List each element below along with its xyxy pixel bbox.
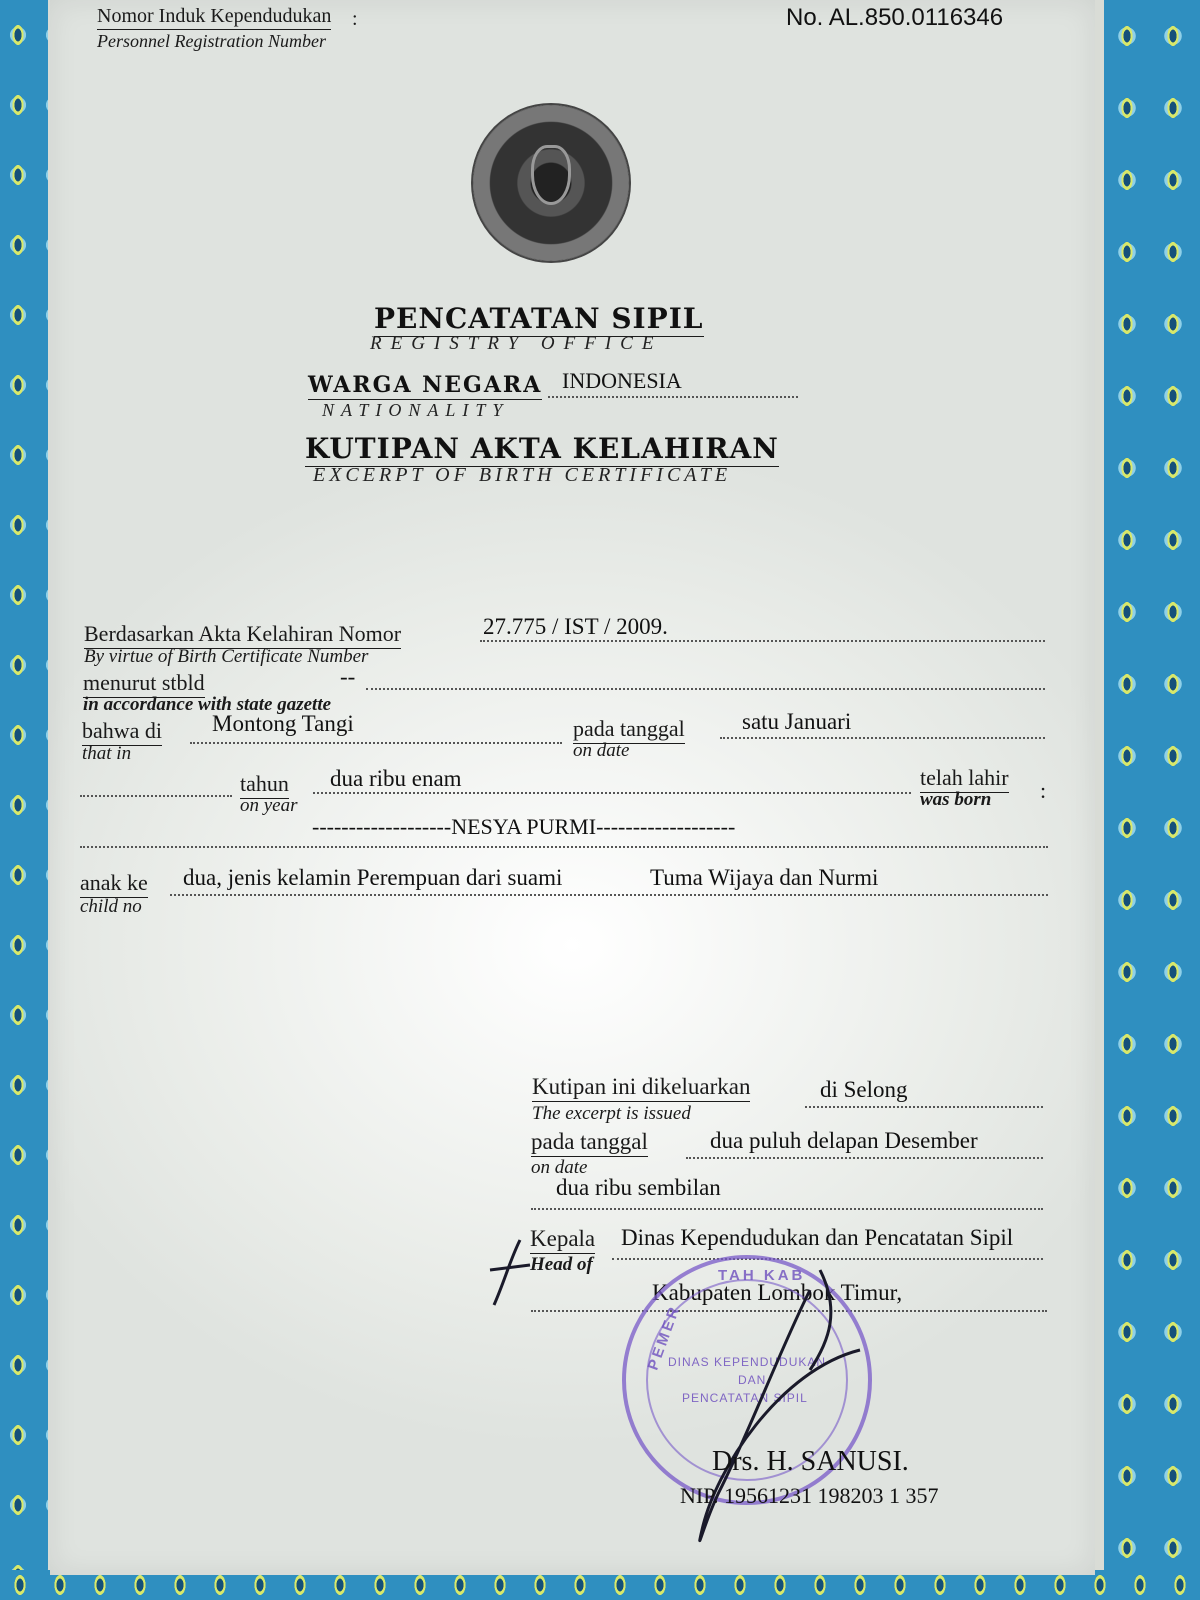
registry-office-title: PENCATATAN SIPIL xyxy=(374,302,704,335)
stamp-ring-top-text: TAH KAB xyxy=(718,1267,806,1284)
issue-date-value: dua puluh delapan Desember xyxy=(710,1128,978,1153)
issue-year-dotted-line xyxy=(531,1208,1043,1210)
head-of-sublabel: Head of xyxy=(530,1254,593,1275)
nik-colon: : xyxy=(352,8,358,30)
nationality-label: WARGA NEGARA xyxy=(308,372,543,398)
issued-place-dotted-line xyxy=(805,1106,1043,1108)
left-border-pattern xyxy=(0,0,48,1600)
birth-year-value: dua ribu enam xyxy=(330,766,462,791)
signature-icon xyxy=(480,1230,903,1570)
stbld-label: menurut stbld xyxy=(83,670,205,698)
nationality-value: INDONESIA xyxy=(562,368,682,393)
stamp-line-1: DINAS KEPENDUDUKAN xyxy=(668,1355,827,1369)
issue-date-sublabel: on date xyxy=(531,1157,588,1178)
birth-year-sublabel: on year xyxy=(240,795,298,816)
head-of-label: Kepala xyxy=(530,1226,595,1254)
birth-year-label: tahun xyxy=(240,771,289,799)
birth-year-dotted-line xyxy=(313,792,911,794)
region-value: Kabupaten Lombok Timur, xyxy=(652,1280,903,1305)
birth-date-value: satu Januari xyxy=(742,709,852,734)
garuda-emblem-icon xyxy=(473,105,629,261)
child-name-value: -------------------NESYA PURMI------------------- xyxy=(312,814,736,839)
born-label: telah lahir xyxy=(920,765,1009,793)
stamp-line-2: DAN xyxy=(738,1373,767,1387)
head-of-value: Dinas Kependudukan dan Pencatatan Sipil xyxy=(621,1225,1014,1250)
stamp-line-3: PENCATATAN SIPIL xyxy=(682,1391,808,1405)
nationality-dotted-line xyxy=(548,396,798,398)
official-name: Drs. H. SANUSI. xyxy=(712,1446,909,1477)
right-border-pattern xyxy=(1104,0,1200,1600)
cert-number-dotted-line xyxy=(480,640,1045,642)
issue-date-label: pada tanggal xyxy=(531,1129,648,1157)
issued-sublabel: The excerpt is issued xyxy=(532,1103,691,1124)
year-prefix-dotted-line xyxy=(80,795,232,797)
birth-date-dotted-line xyxy=(720,737,1045,739)
place-value: Montong Tangi xyxy=(212,711,354,736)
nik-sublabel: Personnel Registration Number xyxy=(97,31,326,51)
cert-number-sublabel: By virtue of Birth Certificate Number xyxy=(84,646,369,667)
stbld-value: -- xyxy=(340,664,356,689)
document-subtitle: EXCERPT OF BIRTH CERTIFICATE xyxy=(313,464,732,486)
issue-year-value: dua ribu sembilan xyxy=(556,1175,721,1200)
issued-place-value: di Selong xyxy=(820,1077,908,1102)
cert-number-label: Berdasarkan Akta Kelahiran Nomor xyxy=(84,621,401,649)
serial-number: No. AL.850.0116346 xyxy=(786,4,1004,31)
stbld-dotted-line xyxy=(366,688,1045,690)
birth-date-sublabel: on date xyxy=(573,740,630,761)
nik-label: Nomor Induk Kependudukan xyxy=(97,5,331,30)
nationality-sublabel: NATIONALITY xyxy=(322,400,510,420)
child-number-sublabel: child no xyxy=(80,896,142,917)
place-sublabel: that in xyxy=(82,743,132,764)
place-label: bahwa di xyxy=(82,718,162,746)
born-sublabel: was born xyxy=(920,789,992,810)
born-colon: : xyxy=(1040,778,1047,803)
birth-date-label: pada tanggal xyxy=(573,716,685,744)
parents-value: Tuma Wijaya dan Nurmi xyxy=(650,865,879,890)
official-nip: NIP. 19561231 198203 1 357 xyxy=(680,1483,939,1508)
child-name-dotted-line xyxy=(80,846,1048,848)
place-dotted-line xyxy=(190,742,562,744)
issue-date-dotted-line xyxy=(686,1157,1043,1159)
issued-label: Kutipan ini dikeluarkan xyxy=(532,1074,750,1102)
child-number-label: anak ke xyxy=(80,870,148,898)
document-title: KUTIPAN AKTA KELAHIRAN xyxy=(305,432,779,465)
child-details-value: dua, jenis kelamin Perempuan dari suami xyxy=(183,865,563,890)
registry-office-subtitle: REGISTRY OFFICE xyxy=(370,333,663,354)
child-details-dotted-line xyxy=(170,894,1048,896)
stbld-sublabel: in accordance with state gazette xyxy=(83,694,332,715)
stamp-ring-left-text: PEMER xyxy=(644,1302,684,1373)
cert-number-value: 27.775 / IST / 2009. xyxy=(483,614,668,639)
